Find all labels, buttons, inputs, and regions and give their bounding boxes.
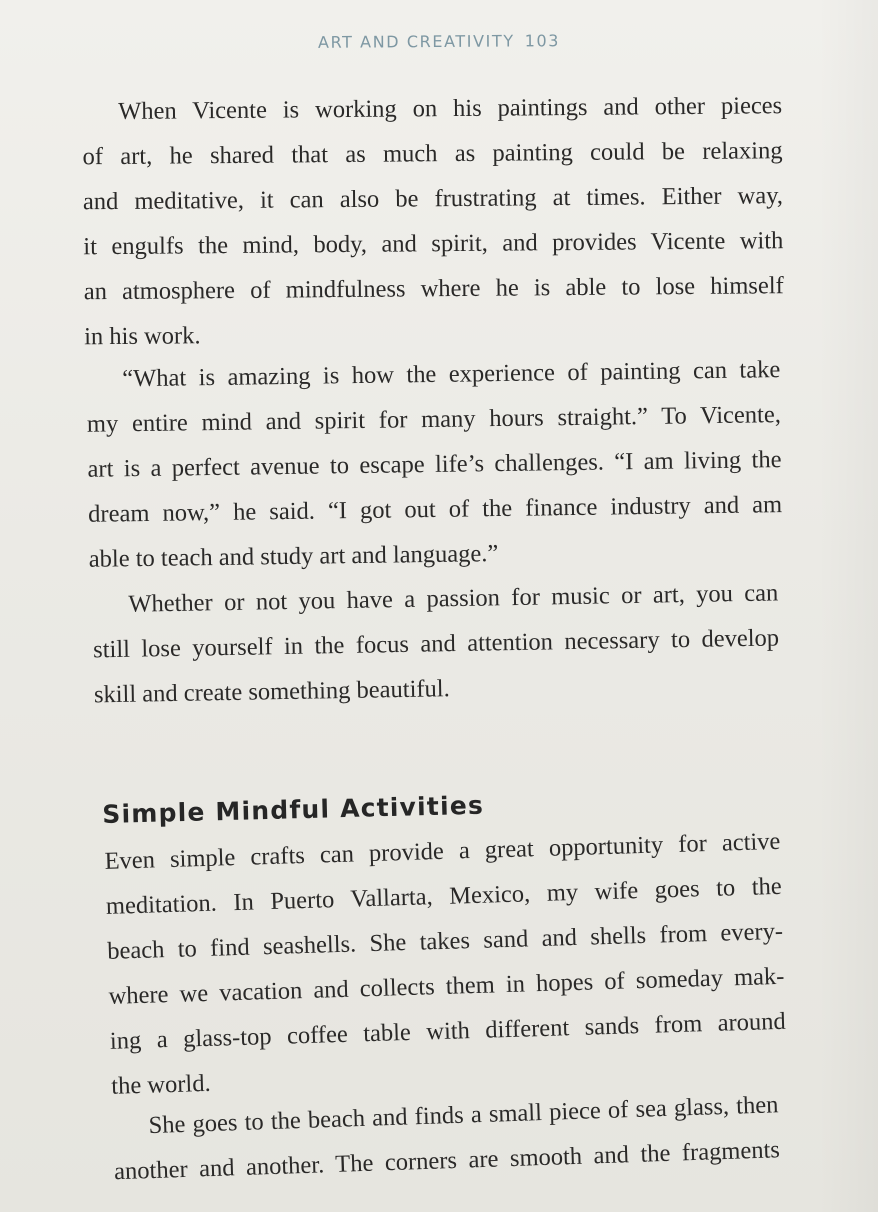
paragraph-vicente-quote xyxy=(0,346,878,583)
section-heading: Simple Mindful Activities xyxy=(102,790,485,829)
text-line: meditation. In Puerto Vallarta, Mexico, my wife goes to the xyxy=(105,872,783,920)
text-line: able to teach and study art and language.” xyxy=(88,540,499,573)
text-line: ing a glass-top coffee table with different sands from around xyxy=(109,1007,787,1055)
paragraph-passion xyxy=(0,569,878,719)
text-line: still lose yourself in the focus and attention necessary to develop xyxy=(92,624,780,664)
text-line: where we vacation and collects them in hopes of someday mak- xyxy=(108,962,785,1010)
text-line: She goes to the beach and finds a small piece of sea glass, then xyxy=(148,1091,779,1140)
text-line: another and another. The corners are smooth and the fragments xyxy=(113,1136,781,1186)
text-line: skill and create something beautiful. xyxy=(93,675,450,709)
text-line: beach to find seashells. She takes sand and shells from every- xyxy=(106,917,784,965)
text-line: in his work. xyxy=(84,322,201,351)
running-head xyxy=(0,29,878,54)
page-number: 103 xyxy=(524,31,561,51)
text-line: “What is amazing is how the experience of painting can take xyxy=(122,356,781,393)
text-line: dream now,” he said. “I got out of the finance industry and am xyxy=(88,491,783,528)
text-line: Even simple crafts can provide a great opportunity for active xyxy=(104,827,781,875)
text-line: the world. xyxy=(110,1069,211,1100)
text-line: of art, he shared that as much as painting could be relaxing xyxy=(82,137,783,171)
text-line: my entire mind and spirit for many hours straight.” To Vicente, xyxy=(86,401,782,438)
text-line: and meditative, it can also be frustrating at times. Either way, xyxy=(82,182,784,216)
text-line: it engulfs the mind, body, and spirit, and provides Vicente with xyxy=(83,227,784,261)
paragraph-vicente-painting xyxy=(0,82,878,360)
text-line: art is a perfect avenue to escape life’s challenges. “I am living the xyxy=(87,446,782,483)
text-line: an atmosphere of mindfulness where he is able to lose himself xyxy=(83,272,784,306)
paragraph-simple-crafts xyxy=(0,816,878,1112)
text-line: When Vicente is working on his paintings and other pieces xyxy=(118,92,783,125)
chapter-title: ART AND CREATIVITY xyxy=(317,31,515,52)
text-line: Whether or not you have a passion for music or art, you can xyxy=(128,579,779,618)
